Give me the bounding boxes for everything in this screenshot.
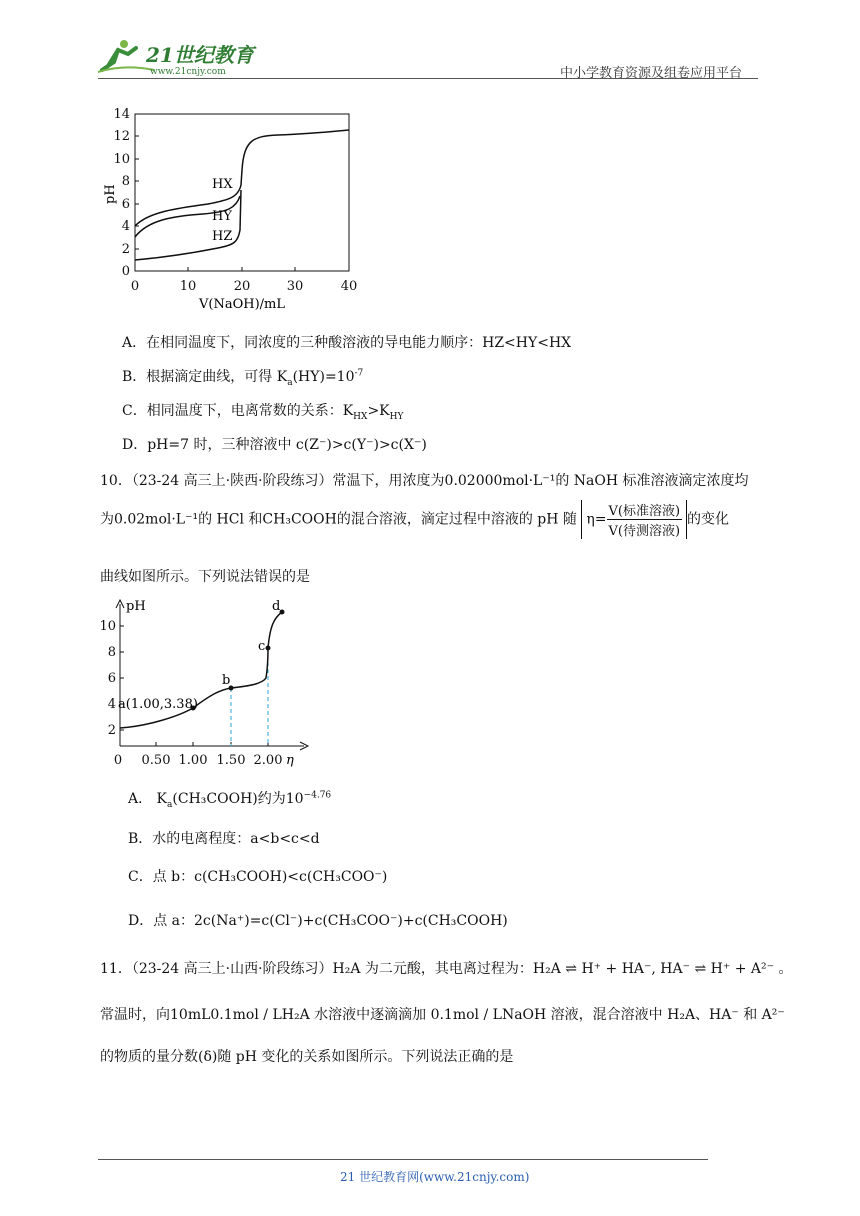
header-platform-text: 中小学教育资源及组卷应用平台: [560, 66, 743, 81]
x-tick: 0.50: [141, 753, 171, 768]
logo-url: www.21cnjy.com: [150, 67, 226, 77]
chart1-xlabel: V(NaOH)/mL: [199, 297, 285, 312]
chart1-x-ticks: [131, 279, 357, 294]
q10-option-b: B．水的电离程度：a<b<c<d: [128, 831, 320, 847]
x-tick: 1.50: [216, 753, 246, 768]
label-c: c: [258, 639, 266, 654]
x-tick: 2.00: [253, 753, 283, 768]
q10-stem-line3: 曲线如图所示。下列说法错误的是: [100, 569, 310, 585]
titration-chart-1: [98, 100, 368, 315]
titration-chart-2: [99, 596, 324, 774]
q10-option-a: A． $K_a(CH_3COOH)$约为$10^{-4.76}$: [128, 790, 332, 810]
x-tick: 0: [113, 753, 123, 768]
q10-option-c: C．点 b：c(CH₃COOH)<c(CH₃COO⁻): [128, 869, 388, 885]
q11-stem-line2: 常温时，向10mL0.1mol / LH₂A 水溶液中逐滴滴加 0.1mol / LNaOH 溶液，混合溶液中 H₂A、HA⁻ 和 A²⁻: [100, 1007, 785, 1023]
footer-link[interactable]: 21 世纪教育网(www.21cnjy.com): [340, 1170, 530, 1184]
y-tick: 10: [113, 152, 130, 167]
logo: [94, 36, 264, 78]
curve-hx: [135, 130, 349, 226]
y-tick: 4: [107, 697, 116, 712]
y-tick: 0: [121, 264, 130, 279]
footer-divider: [98, 1159, 708, 1160]
q11-stem-line3: 的物质的量分数(δ)随 pH 变化的关系如图所示。下列说法正确的是: [100, 1049, 514, 1065]
y-tick: 12: [113, 129, 130, 144]
chart2-ylabel: pH: [126, 599, 146, 614]
label-hz: HZ: [212, 229, 233, 244]
x-tick: 10: [179, 279, 197, 294]
y-tick: 6: [121, 197, 130, 212]
y-tick: 2: [107, 723, 116, 738]
label-hx: HX: [212, 177, 233, 192]
y-tick: 10: [99, 619, 116, 634]
eta-definition: η= $\frac{\text{V(标准溶液)}}{\text{V(待测溶液)}}$: [581, 500, 687, 539]
y-tick: 8: [121, 174, 130, 189]
q10-option-d: D．点 a：2c(Na⁺)=c(Cl⁻)+c(CH₃COO⁻)+c(CH₃COOH): [128, 913, 508, 929]
label-b: b: [222, 673, 231, 688]
point-c: [266, 646, 271, 651]
y-tick: 8: [107, 645, 116, 660]
q10-stem-line2: 为0.02mol·L⁻¹的 HCl 和CH₃COOH的混合溶液，滴定过程中溶液的 pH 随 η= $\frac{\text{V(标准溶液)}}{\text{V(待测溶液)}}$ 的变化: [100, 500, 729, 539]
q9-option-d: D．pH=7 时，三种溶液中 c(Z⁻)>c(Y⁻)>c(X⁻): [122, 437, 427, 453]
chart1-axes: [135, 114, 349, 271]
x-tick: 40: [340, 279, 358, 294]
q11-stem-line1: 11．（23-24 高三上·山西·阶段练习）H₂A 为二元酸，其电离过程为：H₂A ⇌ H⁺ + HA⁻, HA⁻ ⇌ H⁺ + A²⁻ 。: [100, 961, 793, 977]
chart1-ylabel: pH: [103, 184, 118, 204]
y-tick: 6: [107, 671, 116, 686]
x-tick: 30: [286, 279, 304, 294]
q10-stem-line1: 10．（23-24 高三上·陕西·阶段练习）常温下，用浓度为0.02000mol·L⁻¹的 NaOH 标准溶液滴定浓度均: [100, 473, 749, 489]
y-tick: 14: [113, 107, 130, 122]
x-tick: 20: [233, 279, 251, 294]
y-tick: 2: [121, 242, 130, 257]
x-tick: 0: [130, 279, 140, 294]
header-divider: [98, 78, 758, 79]
y-tick: 4: [121, 219, 130, 234]
chart2-y-ticks: [99, 619, 116, 738]
q9-option-a: A．在相同温度下，同浓度的三种酸溶液的导电能力顺序：HZ<HY<HX: [122, 335, 572, 351]
chart2-x-ticks: [114, 753, 283, 768]
q9-option-c: C．相同温度下，电离常数的关系：$K_{HX}>K_{HY}$: [122, 403, 404, 422]
label-d: d: [272, 599, 281, 614]
label-hy: HY: [212, 209, 232, 224]
chart2-xlabel: η: [286, 753, 294, 768]
logo-text: 21世纪教育: [146, 43, 254, 67]
x-tick: 1.00: [178, 753, 208, 768]
q9-option-b: B．根据滴定曲线，可得 $K_a(HY)=10^{-7}$: [122, 368, 364, 388]
label-a: a(1.00,3.38): [118, 697, 198, 712]
